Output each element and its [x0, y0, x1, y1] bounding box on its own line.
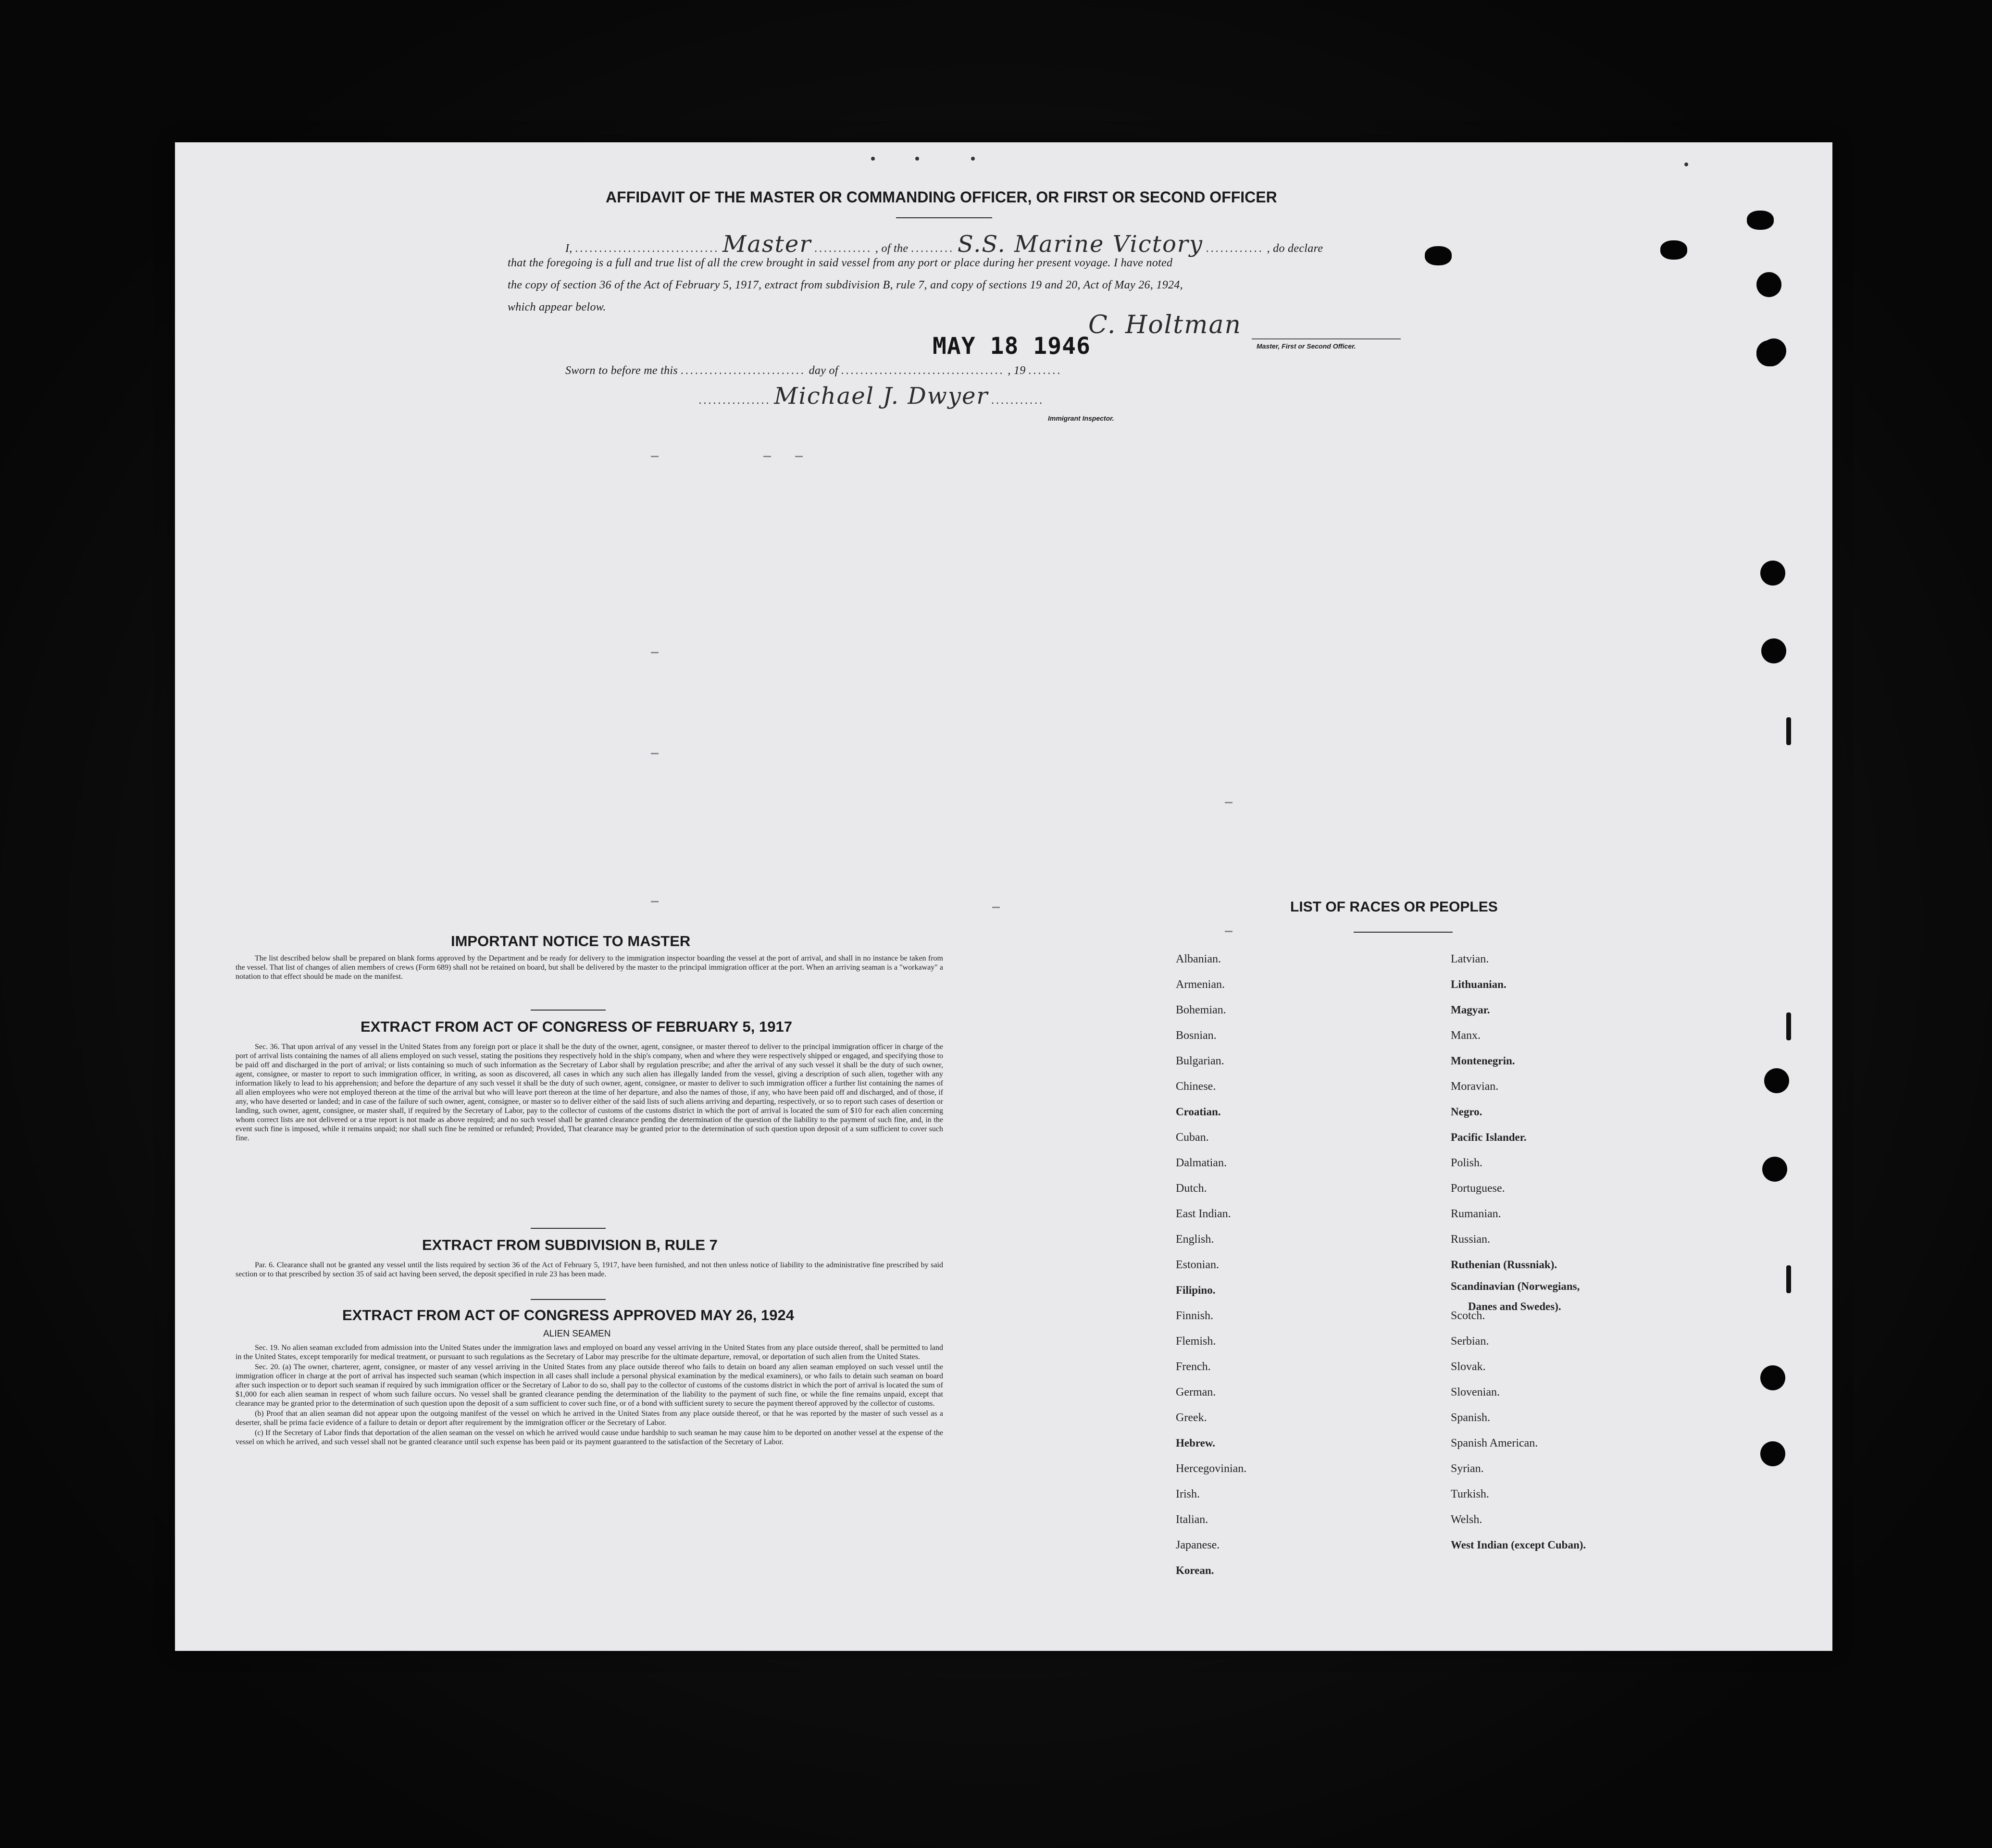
- master-signature-label: Master, First or Second Officer.: [1257, 342, 1356, 350]
- signature-line: [1252, 338, 1401, 339]
- dotted-leader: .......: [1028, 364, 1062, 377]
- race-item: Chinese.: [1176, 1080, 1216, 1093]
- extract-1917-text: [236, 1042, 943, 1144]
- sec-20b-paragraph: (b) Proof that an alien seaman did not appear upon the outgoing manifest of the vessel on which he arrived in the United States from any place outside thereof, or that he was reported by the master of such vessel as a deserter, shall be prima facie evidence of a failure to detain or deport after requirement by the immigration officer or the Secretary of Labor.: [236, 1410, 943, 1427]
- notice-text: [236, 954, 943, 982]
- race-item: French.: [1176, 1361, 1211, 1373]
- title-underline: [896, 217, 992, 218]
- affidavit-title: AFFIDAVIT OF THE MASTER OR COMMANDING OFFICER, OR FIRST OR SECOND OFFICER: [606, 188, 1277, 206]
- sec-20c-paragraph: (c) If the Secretary of Labor finds that deportation of the alien seaman on the vessel on which he arrived would cause undue hardship to such seaman he may cause him to be deported on another vessel at the expense of the vessel on which he arrived, and such vessel shall not be granted clearance until such expense has been paid or its payment guaranteed to the satisfaction of the Secretary of Labor.: [236, 1429, 943, 1446]
- dotted-leader: ............: [1206, 242, 1264, 255]
- race-item: Scotch.: [1451, 1310, 1485, 1322]
- race-item: Italian.: [1176, 1513, 1208, 1526]
- race-item: Slovak.: [1451, 1361, 1486, 1373]
- race-item: Welsh.: [1451, 1513, 1482, 1526]
- date-stamp: MAY 18 1946: [933, 333, 1091, 360]
- affidavit-line-1: [565, 231, 1323, 258]
- speck: [1684, 162, 1688, 166]
- race-item: Russian.: [1451, 1233, 1491, 1246]
- race-item: Negro.: [1451, 1106, 1482, 1118]
- punch-hole: [1762, 1157, 1787, 1182]
- race-item: Magyar.: [1451, 1004, 1490, 1016]
- speck: [871, 157, 875, 161]
- race-item: Croatian.: [1176, 1106, 1221, 1118]
- race-item: Scandinavian (Norwegians,: [1451, 1280, 1580, 1292]
- punch-hole: [1760, 1441, 1785, 1466]
- sworn-text: Sworn to before me this: [565, 364, 678, 377]
- race-item: Bohemian.: [1176, 1004, 1226, 1016]
- faint-mark: [1225, 802, 1233, 803]
- section-divider: [531, 1228, 606, 1229]
- section-divider: [531, 1299, 606, 1300]
- binding-mark: [1786, 1265, 1791, 1293]
- race-item: Latvian.: [1451, 953, 1489, 965]
- race-item: Hercegovinian.: [1176, 1462, 1247, 1475]
- faint-mark: [651, 753, 659, 754]
- race-item: Greek.: [1176, 1411, 1207, 1424]
- affidavit-line-4: which appear below.: [508, 301, 606, 313]
- faint-mark: [651, 901, 659, 902]
- punch-hole: [1660, 240, 1687, 260]
- races-title: LIST OF RACES OR PEOPLES: [1290, 899, 1498, 915]
- punch-hole: [1760, 1365, 1785, 1390]
- faint-mark: [992, 907, 1000, 908]
- race-item: Danes and Swedes).: [1468, 1300, 1561, 1312]
- punch-hole: [1425, 246, 1452, 265]
- dotted-leader: ...............: [699, 394, 771, 407]
- affidavit-line-3: the copy of section 36 of the Act of February 5, 1917, extract from subdivision B, rule 7, and copy of sections 19 and 20, Act of May 26, 1924,: [508, 279, 1183, 291]
- document-page: [175, 142, 1832, 1651]
- extract-1924-title: EXTRACT FROM ACT OF CONGRESS APPROVED MAY 26, 1924: [342, 1307, 794, 1324]
- race-item: Dalmatian.: [1176, 1157, 1227, 1169]
- sec-20a-paragraph: Sec. 20. (a) The owner, charterer, agent, consignee, or master of any vessel arriving in the United States from any place outside thereof who fails to detain on board any alien seaman employed on such vessel until the immigration officer in charge at the port of arrival has inspected such seaman (which inspection in all cases shall include a personal physical examination by the medical examiners), or who fails to detain such seaman on board after such inspection or to deport such seaman if required by such immigration officer or the Secretary of Labor to do so, shall pay to the collector of customs of the customs district in which the port of arrival is located the sum of $1,000 for each alien seaman in respect of whom such failure occurs. No vessel shall be granted clearance pending the determination of the liability to the payment of such fine, or while the fine remains unpaid, except that clearance may be granted prior to the determination of such question upon the deposit of a sum sufficient to cover such fine, or of a bond with sufficient surety to secure the payment thereof approved by the collector of customs.: [236, 1363, 943, 1408]
- dotted-leader: .........: [911, 242, 955, 255]
- section-divider: [531, 1010, 606, 1011]
- dotted-leader: ..........................: [681, 364, 806, 377]
- alien-seamen-subtitle: ALIEN SEAMEN: [543, 1329, 611, 1339]
- race-item: German.: [1176, 1386, 1216, 1398]
- race-item: Portuguese.: [1451, 1182, 1505, 1195]
- race-item: Irish.: [1176, 1488, 1200, 1500]
- race-item: Pacific Islander.: [1451, 1131, 1527, 1143]
- dotted-leader: ..................................: [841, 364, 1005, 377]
- race-item: Armenian.: [1176, 978, 1225, 991]
- race-item: Dutch.: [1176, 1182, 1207, 1195]
- faint-mark: [763, 456, 771, 457]
- race-item: Bosnian.: [1176, 1029, 1217, 1042]
- race-item: Moravian.: [1451, 1080, 1499, 1093]
- speck: [915, 157, 919, 161]
- race-item: Montenegrin.: [1451, 1055, 1515, 1067]
- handwritten-role: Master: [722, 231, 812, 258]
- speck: [971, 157, 975, 161]
- race-item: Lithuanian.: [1451, 978, 1506, 990]
- race-item: Bulgarian.: [1176, 1055, 1224, 1067]
- handwritten-vessel: S.S. Marine Victory: [957, 231, 1203, 258]
- race-item: English.: [1176, 1233, 1214, 1246]
- race-item: Finnish.: [1176, 1310, 1214, 1322]
- race-item: Polish.: [1451, 1157, 1483, 1169]
- inspector-signature: Michael J. Dwyer: [774, 383, 989, 410]
- race-item: Spanish American.: [1451, 1437, 1538, 1449]
- sec-19-paragraph: Sec. 19. No alien seaman excluded from admission into the United States under the immigration laws and employed on board any vessel arriving in the United States from any place outside thereof, shall be permitted to land in the United States, except temporarily for medical treatment, or pursuant to such regulations as the Secretary of Labor may prescribe for the ultimate departure, removal, or deportation of such alien from the United States.: [236, 1344, 943, 1361]
- punch-hole: [1756, 272, 1781, 297]
- punch-hole: [1764, 1068, 1789, 1093]
- race-item: West Indian (except Cuban).: [1451, 1539, 1586, 1551]
- race-item: Turkish.: [1451, 1488, 1489, 1500]
- sworn-line: [565, 364, 1062, 377]
- extract-1917-title: EXTRACT FROM ACT OF CONGRESS OF FEBRUARY 5, 1917: [361, 1018, 792, 1035]
- declare-text: , do declare: [1267, 242, 1323, 255]
- race-item: Flemish.: [1176, 1335, 1216, 1348]
- binding-mark: [1786, 1012, 1791, 1040]
- punch-hole: [1747, 211, 1774, 230]
- dotted-leader: ..............................: [575, 242, 720, 255]
- race-item: Syrian.: [1451, 1462, 1484, 1475]
- race-item: Korean.: [1176, 1564, 1214, 1576]
- race-item: Estonian.: [1176, 1259, 1219, 1271]
- punch-hole: [1761, 638, 1786, 663]
- faint-mark: [651, 456, 659, 457]
- race-item: Rumanian.: [1451, 1208, 1501, 1220]
- race-item: Japanese.: [1176, 1539, 1220, 1551]
- faint-mark: [1225, 931, 1233, 932]
- races-title-underline: [1354, 932, 1453, 933]
- extract-rule7-title: EXTRACT FROM SUBDIVISION B, RULE 7: [422, 1236, 718, 1253]
- punch-hole: [1761, 338, 1786, 363]
- race-item: Manx.: [1451, 1029, 1481, 1042]
- inspector-line: [699, 383, 1045, 410]
- notice-title: IMPORTANT NOTICE TO MASTER: [451, 933, 691, 949]
- race-item: Albanian.: [1176, 953, 1221, 965]
- day-of-text: day of: [809, 364, 838, 377]
- faint-mark: [795, 456, 803, 457]
- declarant-prefix: I,: [565, 242, 573, 255]
- race-item: Filipino.: [1176, 1284, 1216, 1296]
- race-item: Slovenian.: [1451, 1386, 1500, 1398]
- par-6-paragraph: Par. 6. Clearance shall not be granted any vessel until the lists required by section 36 of the Act of February 5, 1917, have been furnished, and not then unless notice of liability to the administrative fine prescribed by said section or to that prescribed by section 35 of said act having been served, the deposit specified in rule 23 has been made.: [236, 1261, 943, 1278]
- section-36-paragraph: Sec. 36. That upon arrival of any vessel in the United States from any foreign port or place it shall be the duty of the owner, agent, consignee, or master thereof to deliver to the principal immigration officer in charge of the port of arrival lists containing the names of all aliens employed on such vessel, stating the positions they respectively hold in the ship's company, when and where they were respectively shipped or engaged, and specifying those to be paid off and discharged in the port of arrival; or lists containing so much of such information as the Secretary of Labor shall by regulation prescribe; and after the arrival of any such vessel it shall be the duty of such owner, agent, consignee, or master to report to such immigration officer, in writing, as soon as discovered, all cases in which any such alien has illegally landed from the vessel, giving a description of such alien, together with any information likely to lead to his apprehension; and before the departure of any such vessel it shall be the duty of such owner, agent, consignee, or master to deliver to such immigration officer a further list containing the names of all alien employees who were not employed thereon at the time of the arrival but who will leave port thereon at the time of her departure, and also the names of those, if any, who have been paid off and discharged, and of those, if any, who have deserted or landed; and in case of the failure of such owner, agent, consignee, or master so to deliver either of the said lists of such aliens arriving and departing, respectively, or so to report such cases of desertion or landing, such owner, agent, consignee, or master shall, if required by the Secretary of Labor, pay to the collector of customs of the customs district in which the port of arrival is located the sum of $10 for each alien concerning whom correct lists are not delivered or a true report is not made as above required; and no such vessel shall be granted clearance pending the determination of the question of the liability to the payment of such fine, and, in the event such fine is imposed, while it remains unpaid; nor shall such fine be remitted or refunded; Provided, That clearance may be granted prior to the determination of such question upon deposit of a sum sufficient to cover such fine.: [236, 1043, 943, 1142]
- extract-rule7-text: [236, 1261, 943, 1280]
- of-the-text: , of the: [875, 242, 909, 255]
- dotted-leader: ...........: [991, 394, 1045, 407]
- race-item: Serbian.: [1451, 1335, 1489, 1348]
- inspector-label: Immigrant Inspector.: [1048, 414, 1114, 422]
- year-prefix: , 19: [1008, 364, 1026, 377]
- affidavit-line-2: that the foregoing is a full and true list of all the crew brought in said vessel from any port or place during her present voyage. I have noted: [508, 257, 1173, 269]
- race-item: Ruthenian (Russniak).: [1451, 1259, 1557, 1271]
- race-item: Cuban.: [1176, 1131, 1209, 1144]
- race-item: East Indian.: [1176, 1208, 1231, 1220]
- extract-1924-text: [236, 1343, 943, 1448]
- binding-mark: [1786, 717, 1791, 745]
- faint-mark: [651, 652, 659, 653]
- notice-paragraph: The list described below shall be prepared on blank forms approved by the Department and be ready for delivery to the immigration inspector boarding the vessel at the port of arrival, and shall in no instance be taken from the vessel. That list of changes of alien members of crews (Form 689) shall not be retained on board, but shall be delivered by the master to the principal immigration officer at the port. When an arriving seaman is a "workaway" a notation to that effect should be made on the manifest.: [236, 954, 943, 981]
- dotted-leader: ............: [814, 242, 872, 255]
- race-item: Hebrew.: [1176, 1437, 1215, 1449]
- race-item: Spanish.: [1451, 1411, 1491, 1424]
- master-signature: C. Holtman: [1088, 311, 1242, 339]
- punch-hole: [1760, 561, 1785, 586]
